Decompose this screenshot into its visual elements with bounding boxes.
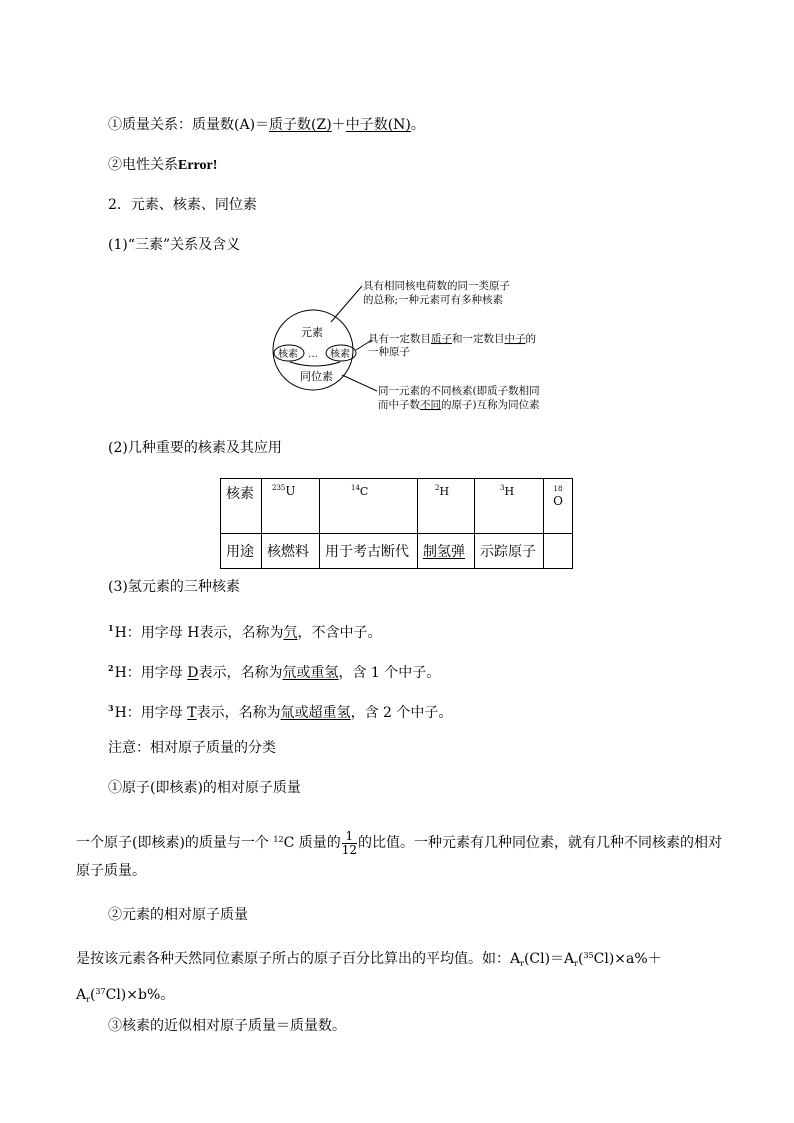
table-cell: $^3$H: [475, 479, 544, 534]
subheading-hydrogen-nuclides: (3)氢元素的三种核素: [108, 579, 240, 595]
mass-relation-line: ①质量关系：质量数(A)＝质子数(Z)＋中子数(N)。: [108, 117, 425, 133]
subheading-important-nuclides: (2)几种重要的核素及其应用: [108, 440, 282, 456]
tritium-line: $^3$H：用字母 T表示，名称为氚或超重氢，含 2 个中子。: [108, 703, 453, 721]
table-cell: 核燃料: [262, 534, 320, 569]
relative-atomic-mass-nuclide-paragraph: 一个原子(即核素)的质量与一个 $^{12}$C 质量的 $\frac{1}{12}$ 的比值。一种元素有几种同位素，就有几种不同核素的相对原子质量。: [76, 828, 723, 879]
dots-label: …: [308, 349, 318, 360]
table-cell: $^2$H: [418, 479, 475, 534]
nuclide-left-label: 核素: [278, 349, 298, 360]
note-element-line1: 具有相同核电荷数的同一类原子: [363, 280, 510, 292]
relative-atomic-mass-element-title: ②元素的相对原子质量: [108, 907, 248, 923]
table-header-nuclide: 核素: [221, 479, 262, 534]
note-title: 注意：相对原子质量的分类: [108, 740, 276, 756]
element-label: 元素: [301, 326, 323, 339]
error-text: Error!: [178, 158, 218, 173]
pointer-line-1: [331, 286, 362, 322]
table-cell: $^{14}$C: [320, 479, 418, 534]
proton-number-answer: 质子数(Z): [269, 117, 332, 133]
table-row: [221, 479, 573, 534]
table-cell: 示踪原子: [475, 534, 544, 569]
table-row: [221, 534, 573, 569]
table-cell: 用于考古断代: [320, 534, 418, 569]
note-nuclide-line1: 具有一定数目质子和一定数目中子的: [368, 333, 536, 345]
nuclide-right-label: 核素: [330, 349, 350, 360]
protium-line: $^1$H：用字母 H表示，名称为氕，不含中子。: [108, 623, 382, 641]
neutron-number-answer: 中子数(N): [345, 117, 411, 133]
isotope-bracket: [290, 362, 340, 366]
note-nuclide-line2: 一种原子: [368, 346, 410, 358]
note-isotope-line2: 而中子数不同的原子)互称为同位素: [378, 399, 540, 411]
deuterium-line: $^2$H：用字母 D表示，名称为氘或重氢，含 1 个中子。: [108, 663, 441, 681]
section-heading: 2．元素、核素、同位素: [108, 197, 257, 213]
three-concepts-diagram: [0, 272, 794, 412]
table-header-use: 用途: [221, 534, 262, 569]
charge-relation-line: ②电性关系Error!: [108, 157, 218, 173]
relative-atomic-mass-element-paragraph: 是按该元素各种天然同位素原子所占的原子百分比算出的平均值。如：$A_r(Cl)=A_r(^{35}Cl)\times a\%+A_r(^{37}Cl)\times b\%$。: [76, 951, 662, 1004]
isotope-label: 同位素: [300, 370, 333, 383]
table-cell: 制氢弹: [418, 534, 475, 569]
table-cell: [544, 534, 573, 569]
subheading-three-concepts: (1)“三素”关系及含义: [108, 237, 241, 253]
table-cell: $^{235}$U: [262, 479, 320, 534]
approximate-mass-line: ③核素的近似相对原子质量＝质量数。: [108, 1018, 346, 1034]
note-element-line2: 的总称;一种元素可有多种核素: [363, 294, 504, 306]
table-cell: 18 O: [544, 479, 573, 534]
nuclide-table: [220, 478, 573, 569]
pointer-line-3: [342, 375, 377, 391]
one-twelfth-fraction: $\frac{1}{12}$: [341, 828, 358, 857]
relative-atomic-mass-nuclide-title: ①原子(即核素)的相对原子质量: [108, 780, 301, 796]
note-isotope-line1: 同一元素的不同核素(即质子数相同: [378, 385, 540, 397]
